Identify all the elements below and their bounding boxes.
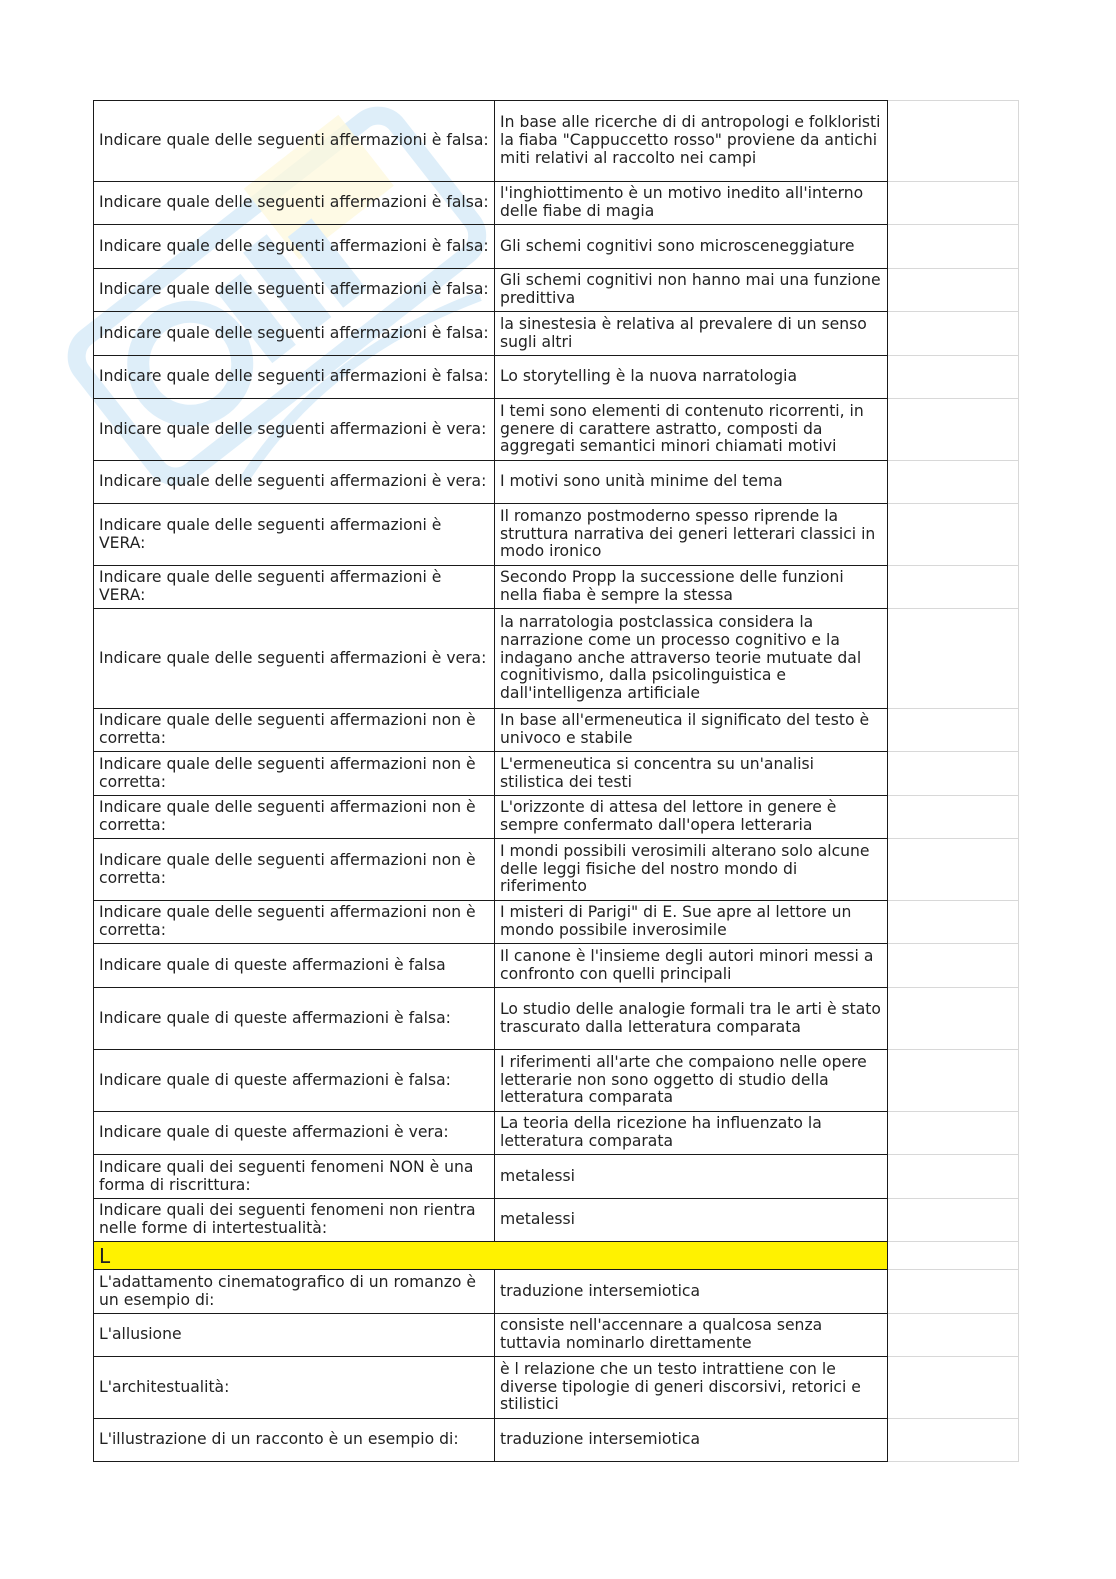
empty-cell [888,609,1019,709]
empty-cell [888,1314,1019,1357]
empty-cell [888,901,1019,944]
answer-cell: I riferimenti all'arte che compaiono nelle opere letterarie non sono oggetto di studio della letteratura comparata [495,1050,888,1112]
table-row [94,182,1019,225]
empty-cell [888,504,1019,566]
table-row [94,566,1019,609]
empty-cell [888,839,1019,901]
table-row [94,461,1019,504]
answer-cell: è l relazione che un testo intrattiene con le diverse tipologie di generi discorsivi, retorici e stilistici [495,1357,888,1419]
answer-cell: metalessi [495,1199,888,1242]
empty-cell [888,461,1019,504]
table-row [94,901,1019,944]
empty-cell [888,312,1019,356]
empty-cell [888,356,1019,399]
section-header-row [94,1242,1019,1270]
answer-cell: I motivi sono unità minime del tema [495,461,888,504]
table-row [94,988,1019,1050]
empty-cell [888,1155,1019,1199]
empty-cell [888,752,1019,796]
question-cell: Indicare quale delle seguenti affermazioni non è corretta: [94,901,495,944]
table-row [94,1314,1019,1357]
question-cell: Indicare quale delle seguenti affermazioni è falsa: [94,356,495,399]
question-cell: Indicare quale delle seguenti affermazioni è falsa: [94,101,495,182]
section-letter: L [94,1242,888,1270]
empty-cell [888,225,1019,269]
question-cell: Indicare quale delle seguenti affermazioni non è corretta: [94,839,495,901]
answer-cell: Secondo Propp la successione delle funzioni nella fiaba è sempre la stessa [495,566,888,609]
table-row [94,1357,1019,1419]
empty-cell [888,1242,1019,1270]
answer-cell: In base all'ermeneutica il significato del testo è univoco e stabile [495,709,888,752]
empty-cell [888,566,1019,609]
answer-cell: Lo storytelling è la nuova narratologia [495,356,888,399]
empty-cell [888,988,1019,1050]
table-row [94,312,1019,356]
empty-cell [888,796,1019,839]
answer-cell: L'orizzonte di attesa del lettore in genere è sempre confermato dall'opera letteraria [495,796,888,839]
empty-cell [888,944,1019,988]
empty-cell [888,269,1019,312]
answer-cell: L'ermeneutica si concentra su un'analisi stilistica dei testi [495,752,888,796]
answer-cell: traduzione intersemiotica [495,1270,888,1314]
answer-cell: metalessi [495,1155,888,1199]
question-cell: Indicare quale delle seguenti affermazioni non è corretta: [94,709,495,752]
empty-cell [888,1050,1019,1112]
table-row [94,752,1019,796]
question-cell: Indicare quale delle seguenti affermazioni è falsa: [94,225,495,269]
question-cell: Indicare quale delle seguenti affermazioni è VERA: [94,504,495,566]
empty-cell [888,1199,1019,1242]
question-cell: Indicare quale delle seguenti affermazioni non è corretta: [94,796,495,839]
answer-cell: La teoria della ricezione ha influenzato la letteratura comparata [495,1112,888,1155]
answer-cell: Il canone è l'insieme degli autori minori messi a confronto con quelli principali [495,944,888,988]
question-cell: L'allusione [94,1314,495,1357]
empty-cell [888,1270,1019,1314]
table-row [94,709,1019,752]
question-cell: L'adattamento cinematografico di un romanzo è un esempio di: [94,1270,495,1314]
table-row [94,504,1019,566]
empty-cell [888,182,1019,225]
table-row [94,356,1019,399]
question-cell: Indicare quale delle seguenti affermazioni è vera: [94,399,495,461]
table-row [94,1112,1019,1155]
question-cell: Indicare quale di queste affermazioni è falsa: [94,1050,495,1112]
question-cell: Indicare quale di queste affermazioni è vera: [94,1112,495,1155]
question-cell: Indicare quale delle seguenti affermazioni è vera: [94,461,495,504]
empty-cell [888,399,1019,461]
table-row [94,1419,1019,1462]
question-cell: Indicare quale delle seguenti affermazioni è falsa: [94,269,495,312]
empty-cell [888,1357,1019,1419]
question-cell: Indicare quale di queste affermazioni è falsa [94,944,495,988]
table-row [94,399,1019,461]
table-row [94,796,1019,839]
table-row [94,1155,1019,1199]
table-row [94,1270,1019,1314]
question-cell: Indicare quale delle seguenti affermazioni è vera: [94,609,495,709]
answer-cell: l'inghiottimento è un motivo inedito all'interno delle fiabe di magia [495,182,888,225]
table-row [94,839,1019,901]
table-row [94,101,1019,182]
answer-cell: consiste nell'accennare a qualcosa senza tuttavia nominarlo direttamente [495,1314,888,1357]
empty-cell [888,101,1019,182]
question-cell: Indicare quale delle seguenti affermazioni è VERA: [94,566,495,609]
empty-cell [888,1419,1019,1462]
table-row [94,944,1019,988]
answer-cell: Gli schemi cognitivi non hanno mai una funzione predittiva [495,269,888,312]
table-row [94,1050,1019,1112]
answer-cell: I misteri di Parigi" di E. Sue apre al lettore un mondo possibile inverosimile [495,901,888,944]
table-row [94,269,1019,312]
quiz-table [93,100,1019,1462]
answer-cell: I temi sono elementi di contenuto ricorrenti, in genere di carattere astratto, composti da aggregati semantici minori chiamati motivi [495,399,888,461]
question-cell: Indicare quali dei seguenti fenomeni non rientra nelle forme di intertestualità: [94,1199,495,1242]
question-cell: Indicare quale delle seguenti affermazioni non è corretta: [94,752,495,796]
question-cell: L'illustrazione di un racconto è un esempio di: [94,1419,495,1462]
empty-cell [888,1112,1019,1155]
table-row [94,1199,1019,1242]
answer-cell: la sinestesia è relativa al prevalere di un senso sugli altri [495,312,888,356]
question-cell: Indicare quale di queste affermazioni è falsa: [94,988,495,1050]
table-row [94,225,1019,269]
empty-cell [888,709,1019,752]
question-cell: Indicare quali dei seguenti fenomeni NON è una forma di riscrittura: [94,1155,495,1199]
answer-cell: Gli schemi cognitivi sono microsceneggiature [495,225,888,269]
answer-cell: In base alle ricerche di di antropologi e folkloristi la fiaba "Cappuccetto rosso" proviene da antichi miti relativi al raccolto nei campi [495,101,888,182]
answer-cell: la narratologia postclassica considera la narrazione come un processo cognitivo e la indagano anche attraverso teorie mutuate dal cognitivismo, dalla psicolinguistica e dall'intelligenza artificiale [495,609,888,709]
answer-cell: I mondi possibili verosimili alterano solo alcune delle leggi fisiche del nostro mondo di riferimento [495,839,888,901]
answer-cell: Lo studio delle analogie formali tra le arti è stato trascurato dalla letteratura comparata [495,988,888,1050]
answer-cell: traduzione intersemiotica [495,1419,888,1462]
question-cell: Indicare quale delle seguenti affermazioni è falsa: [94,182,495,225]
answer-cell: Il romanzo postmoderno spesso riprende la struttura narrativa dei generi letterari classici in modo ironico [495,504,888,566]
question-cell: L'architestualità: [94,1357,495,1419]
question-cell: Indicare quale delle seguenti affermazioni è falsa: [94,312,495,356]
table-row [94,609,1019,709]
